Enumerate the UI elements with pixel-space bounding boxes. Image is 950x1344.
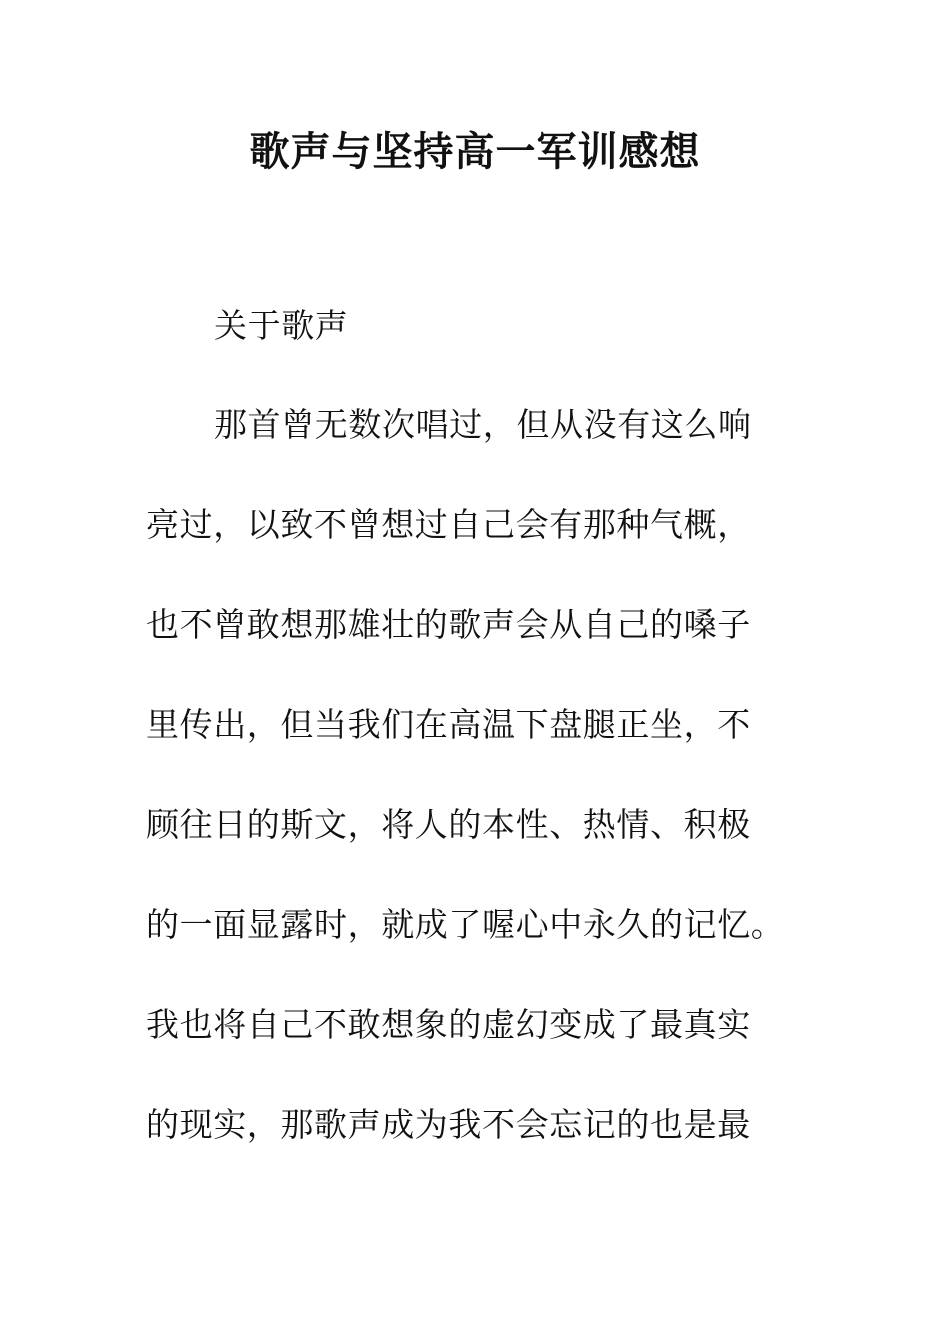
paragraph-line-2: 亮过，以致不曾想过自己会有那种气概， bbox=[146, 505, 751, 544]
paragraph-line-6: 的一面显露时，就成了喔心中永久的记忆。 bbox=[146, 905, 785, 944]
paragraph-line-3: 也不曾敢想那雄壮的歌声会从自己的嗓子 bbox=[146, 605, 751, 644]
document-title: 歌声与坚持高一军训感想 bbox=[249, 128, 701, 175]
paragraph-line-5: 顾往日的斯文，将人的本性、热情、积极 bbox=[146, 805, 751, 844]
paragraph-line-7: 我也将自己不敢想象的虚幻变成了最真实 bbox=[146, 1005, 751, 1044]
section-heading: 关于歌声 bbox=[214, 306, 349, 345]
paragraph-line-1: 那首曾无数次唱过，但从没有这么响 bbox=[214, 405, 752, 444]
paragraph-line-8: 的现实，那歌声成为我不会忘记的也是最 bbox=[146, 1105, 751, 1144]
paragraph-line-4: 里传出，但当我们在高温下盘腿正坐，不 bbox=[146, 705, 751, 744]
